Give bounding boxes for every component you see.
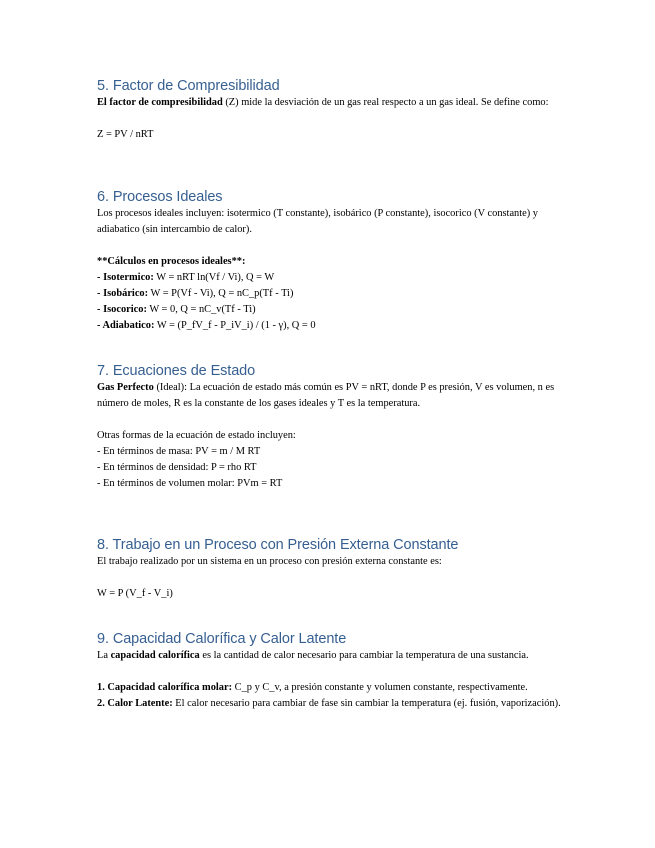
list-item: - Isobárico: W = P(Vf - Vi), Q = nC_p(Tf - Ti) [97, 288, 294, 299]
paragraph [97, 380, 562, 412]
list-item: 2. Calor Latente: El calor necesario para cambiar de fase sin cambiar la temperatura (ej. fusión, vaporización). [97, 698, 561, 709]
list-item: - Adiabatico: W = (P_fV_f - P_iV_i) / (1 - γ), Q = 0 [97, 320, 316, 331]
bold-term: Gas Perfecto [97, 382, 154, 393]
list-item: 1. Capacidad calorífica molar: C_p y C_v, a presión constante y volumen constante, respectivamente. [97, 682, 528, 693]
paragraph-text: (Ideal): La ecuación de estado más común es PV = nRT, donde P es presión, V es volumen, n es número de moles, R es la constante de los gases ideales y T es la temperatura. [97, 382, 555, 409]
paragraph: El trabajo realizado por un sistema en un proceso con presión externa constante es: [97, 556, 442, 567]
list-item: - Isocorico: W = 0, Q = nC_v(Tf - Ti) [97, 304, 256, 315]
paragraph [97, 95, 562, 111]
paragraph: Los procesos ideales incluyen: isotermico (T constante), isobárico (P constante), isocorico (V constante) y adiabatico (sin intercambio de calor). [97, 208, 538, 235]
subheading [97, 254, 567, 270]
section-title: 5. Factor de Compresibilidad [97, 78, 280, 94]
paragraph-text: (Z) mide la desviación de un gas real respecto a un gas ideal. Se define como: [222, 97, 549, 108]
section-trabajo [97, 536, 567, 602]
section-title: 6. Procesos Ideales [97, 189, 223, 205]
formula: W = P (V_f - V_i) [97, 588, 173, 599]
paragraph: Otras formas de la ecuación de estado incluyen: [97, 430, 296, 441]
bold-term: capacidad calorífica [110, 650, 200, 661]
formula: Z = PV / nRT [97, 129, 154, 140]
list-item: - En términos de volumen molar: PVm = RT [97, 478, 283, 489]
subheading-text: **Cálculos en procesos ideales**: [97, 256, 246, 267]
section-title: 7. Ecuaciones de Estado [97, 363, 256, 379]
bold-term: El factor de compresibilidad [97, 97, 223, 108]
list-item: - Isotermico: W = nRT ln(Vf / Vi), Q = W [97, 272, 275, 283]
section-capacidad-calorifica [97, 630, 567, 712]
section-title: 9. Capacidad Calorífica y Calor Latente [97, 631, 347, 647]
section-procesos-ideales [97, 188, 567, 334]
paragraph: La capacidad calorífica es la cantidad de calor necesario para cambiar la temperatura de una sustancia. [97, 650, 529, 661]
section-title: 8. Trabajo en un Proceso con Presión Externa Constante [97, 537, 459, 553]
list-item: - En términos de densidad: P = rho RT [97, 462, 257, 473]
section-ecuaciones-estado [97, 362, 567, 492]
section-compresibilidad [97, 77, 567, 143]
list-item: - En términos de masa: PV = m / M RT [97, 446, 261, 457]
